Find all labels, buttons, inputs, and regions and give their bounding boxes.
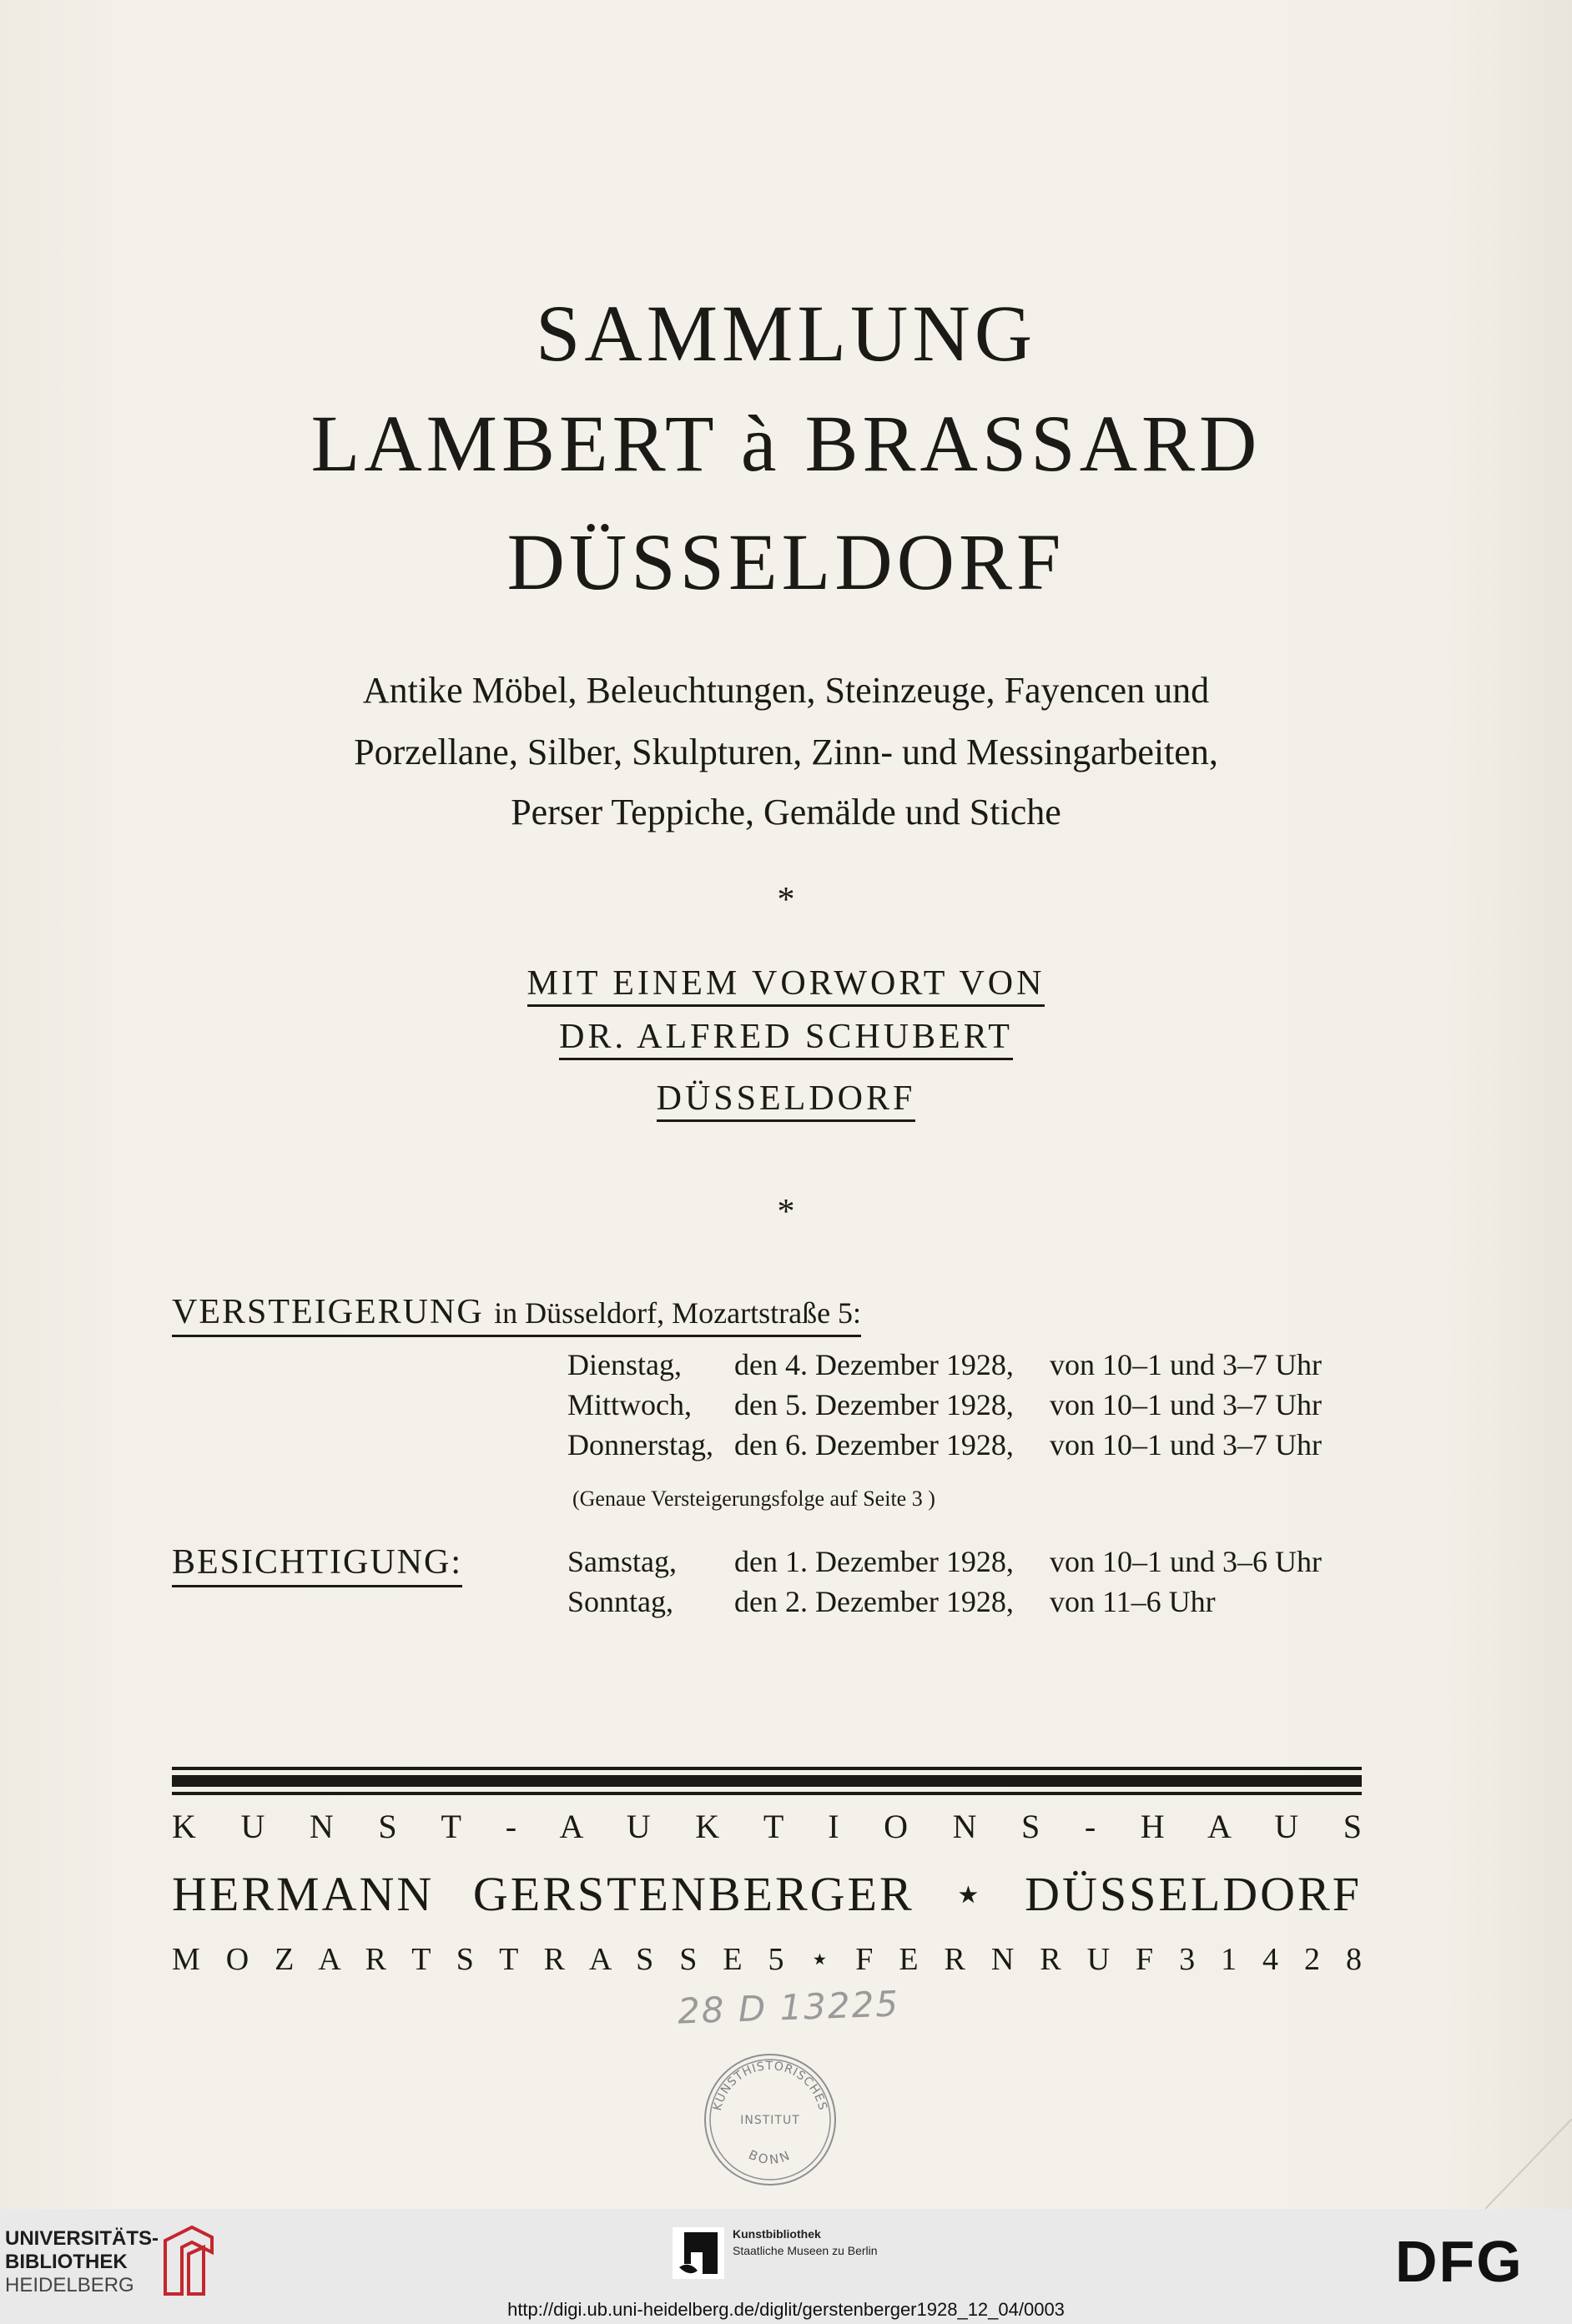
date: den 1. Dezember 1928, <box>734 1545 1014 1578</box>
auction-date-row <box>0 1390 1572 1423</box>
star-ornament: * <box>777 881 795 919</box>
foreword-line-2-wrap <box>0 1019 1572 1060</box>
uni-line-1: UNIVERSITÄTS- <box>5 2227 159 2250</box>
uni-heidelberg-logo-icon <box>159 2224 219 2299</box>
stamp-text-bottom: BONN <box>746 2146 794 2168</box>
foreword-line-3-wrap <box>0 1081 1572 1122</box>
day: Samstag, <box>567 1545 677 1578</box>
time: von 10–1 und 3–6 Uhr <box>1050 1545 1322 1578</box>
date: den 6. Dezember 1928, <box>734 1428 1014 1461</box>
day: Mittwoch, <box>567 1388 692 1421</box>
uni-line-3: HEIDELBERG <box>5 2274 134 2296</box>
rule-thin-top <box>172 1767 1362 1770</box>
uni-heidelberg-wordmark <box>5 2227 159 2297</box>
date: den 4. Dezember 1928, <box>734 1348 1014 1381</box>
library-stamp <box>699 2049 841 2191</box>
date: den 5. Dezember 1928, <box>734 1388 1014 1421</box>
subtitle-line-3: Perser Teppiche, Gemälde und Stiche <box>511 792 1061 833</box>
auction-date-row <box>0 1350 1572 1383</box>
date: den 2. Dezember 1928, <box>734 1585 1014 1618</box>
auction-house-address: M O Z A R T S T R A S S E 5 ⋆ F E R N R U F 3 1 4 2 8 <box>172 1942 1362 1977</box>
kunstbibliothek-logo-icon <box>673 2227 724 2279</box>
viewing-heading: BESICHTIGUNG: <box>172 1545 462 1587</box>
title-line-2: LAMBERT à BRASSARD <box>310 399 1262 488</box>
title-line-1: SAMMLUNG <box>535 289 1037 378</box>
time: von 11–6 Uhr <box>1050 1585 1216 1618</box>
kunstbibliothek-name: Kunstbibliothek <box>733 2227 821 2241</box>
kunstbibliothek-subtitle: Staatliche Museen zu Berlin <box>733 2244 878 2257</box>
time: von 10–1 und 3–7 Uhr <box>1050 1428 1322 1461</box>
auction-heading <box>172 1295 861 1337</box>
uni-line-2: BIBLIOTHEK <box>5 2251 128 2273</box>
time: von 10–1 und 3–7 Uhr <box>1050 1348 1322 1381</box>
dfg-logo: DFG <box>1395 2229 1524 2294</box>
auction-house-label: K U N S T - A U K T I O N S - H A U S <box>172 1808 1362 1845</box>
time: von 10–1 und 3–7 Uhr <box>1050 1388 1322 1421</box>
foreword-line-1-wrap <box>0 966 1572 1007</box>
foreword-line-2: DR. ALFRED SCHUBERT <box>559 1019 1013 1060</box>
title-line-3: DÜSSELDORF <box>506 517 1066 606</box>
digitization-footer <box>0 2209 1572 2324</box>
subtitle-line-2: Porzellane, Silber, Skulpturen, Zinn- und Messingarbeiten, <box>354 732 1218 772</box>
auction-heading-rest: in Düsseldorf, Mozartstraße 5: <box>494 1296 862 1330</box>
pencil-shelfmark: 28 D 13225 <box>677 1983 900 2032</box>
auction-house-name: HERMANN GERSTENBERGER ⋆ DÜSSELDORF <box>172 1867 1362 1921</box>
stamp-text-top: KUNSTHISTORISCHES <box>711 2059 829 2112</box>
rule-thick <box>172 1775 1362 1787</box>
rule-thin-bottom <box>172 1792 1362 1795</box>
day: Dienstag, <box>567 1348 682 1381</box>
viewing-date-row <box>0 1547 1572 1580</box>
subtitle-line-1: Antike Möbel, Beleuchtungen, Steinzeuge, Fayencen und <box>362 670 1210 711</box>
foreword-line-1: MIT EINEM VORWORT VON <box>527 966 1045 1007</box>
day: Donnerstag, <box>567 1428 713 1461</box>
auction-order-note: (Genaue Versteigerungsfolge auf Seite 3 ) <box>572 1486 935 1511</box>
svg-text:BONN <box>746 2147 794 2167</box>
star-ornament-2: * <box>777 1193 795 1231</box>
permalink-url[interactable]: http://digi.ub.uni-heidelberg.de/diglit/gerstenberger1928_12_04/0003 <box>507 2299 1065 2320</box>
day: Sonntag, <box>567 1585 674 1618</box>
stamp-text-mid: INSTITUT <box>740 2114 800 2127</box>
auction-date-row <box>0 1430 1572 1463</box>
foreword-line-3: DÜSSELDORF <box>657 1081 916 1122</box>
svg-text:KUNSTHISTORISCHES <box>711 2060 829 2112</box>
auction-heading-main: VERSTEIGERUNG <box>172 1293 484 1331</box>
viewing-date-row <box>0 1587 1572 1620</box>
page-corner-curl <box>1485 2119 1572 2209</box>
